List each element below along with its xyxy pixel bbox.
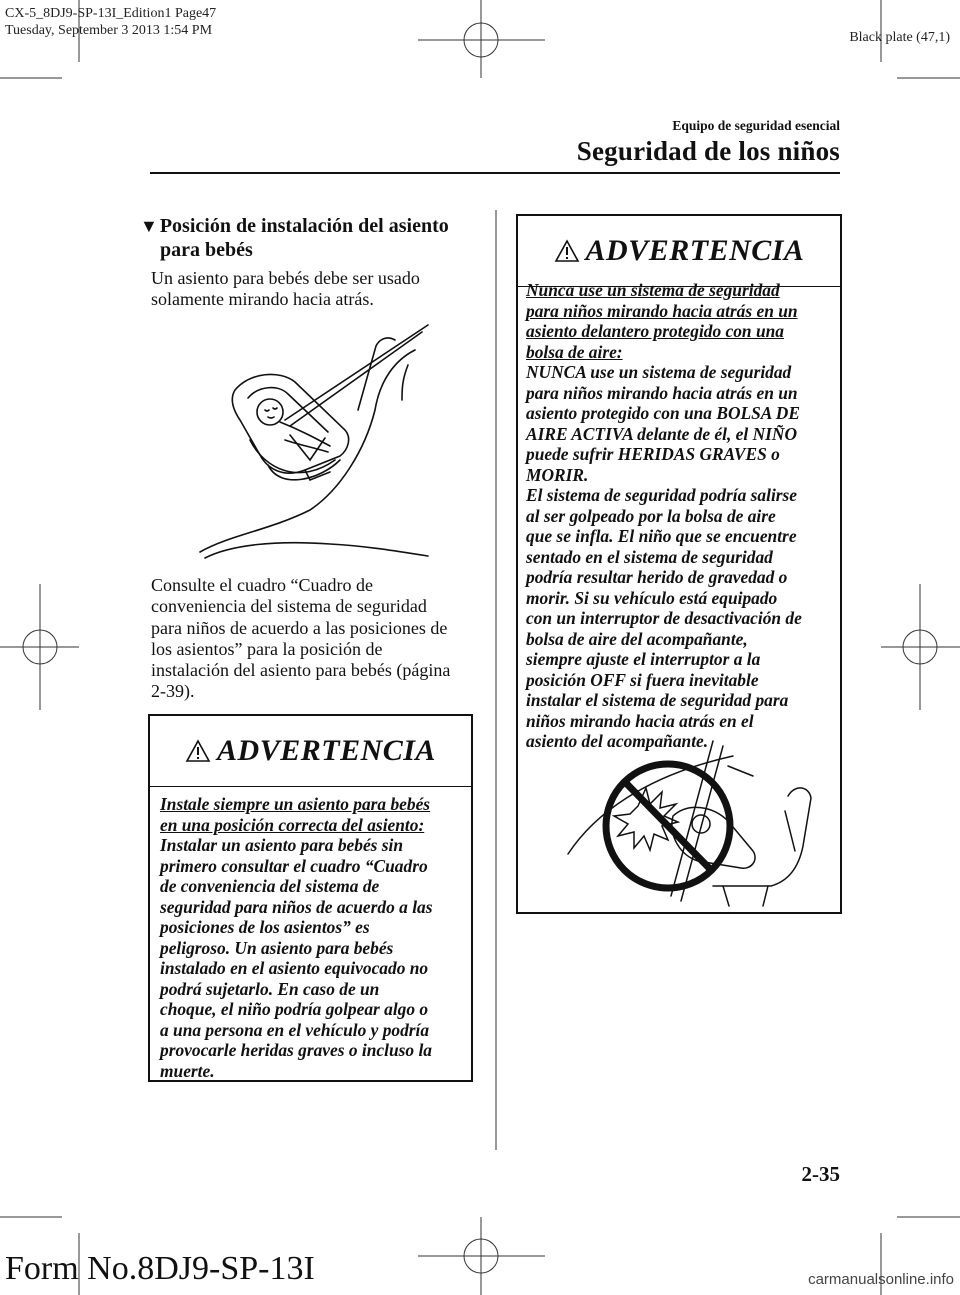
page-number: 2-35 — [801, 1162, 840, 1186]
prohibited-airbag-illustration — [563, 736, 818, 911]
print-meta — [5, 5, 216, 39]
chapter-title: Equipo de seguridad esencial — [672, 118, 840, 133]
site-watermark[interactable]: carmanualsonline.info — [808, 1271, 954, 1288]
print-meta-line1: CX-5_8DJ9-SP-13I_Edition1 Page47 — [5, 6, 217, 21]
print-meta-line2: Tuesday, September 3 2013 1:54 PM — [5, 23, 213, 38]
triangle-bullet-icon: ▼ — [140, 216, 158, 236]
section-title: Seguridad de los niños — [576, 136, 840, 166]
form-number: Form No.8DJ9-SP-13I — [5, 1250, 315, 1287]
header-rule — [150, 172, 840, 174]
warning-triangle-icon — [554, 239, 580, 263]
warning-heading: ADVERTENCIA — [150, 716, 471, 787]
intro-paragraph: Un asiento para bebés debe ser usado solamente mirando hacia atrás. — [151, 268, 420, 310]
warning-triangle-icon — [185, 739, 211, 763]
warning-heading: ADVERTENCIA — [518, 216, 840, 287]
warning-box-airbag — [516, 214, 842, 914]
infant-seat-illustration — [190, 320, 430, 560]
subsection-heading: ▼ Posición de instalación del asiento para bebés — [140, 215, 449, 261]
warning-box-infant-seat — [148, 714, 473, 1082]
warning-text: Nunca use un sistema de seguridad para niños mirando hacia atrás en un asiento delantero protegido con una bolsa de aire: NUNCA use un sistema de seguridad para niños mirando hacia atrás en un asiento protegido con una BOLSA DE AIRE ACTIVA delante de él, el NIÑO puede sufrir HERIDAS GRAVES o MORIR. El sistema de seguridad podría salirse al ser golpeado por la bolsa de aire que se infla. El niño que se encuentre sentado en el sistema de seguridad podría resultar herido de gravedad o morir. Si su vehículo está equipado con un interruptor de desactivación de bolsa de aire del acompañante, siempre ajuste el interruptor a la posición OFF si fuera inevitable instalar el sistema de seguridad para niños mirando hacia atrás en el asiento del acompañante. — [526, 280, 802, 751]
plate-label: Black plate (47,1) — [849, 30, 950, 45]
warning-text: Instale siempre un asiento para bebés en una posición correcta del asiento: Instalar un asiento para bebés sin primero consultar el cuadro “Cuadro de conveniencia del sistema de seguridad para niños de acuerdo a las posiciones de los asientos” es peligroso. Un asiento para bebés instalado en el asiento equivocado no podrá sujetarlo. En caso de un choque, el niño podría golpear algo o a una persona en el vehículo y podría provocarle heridas graves o incluso la muerte. — [160, 794, 433, 1081]
reference-paragraph: Consulte el cuadro “Cuadro de conveniencia del sistema de seguridad para niños de acuerdo a las posiciones de los asientos” para la posición de instalación del asiento para bebés (página 2-39). — [151, 575, 451, 702]
